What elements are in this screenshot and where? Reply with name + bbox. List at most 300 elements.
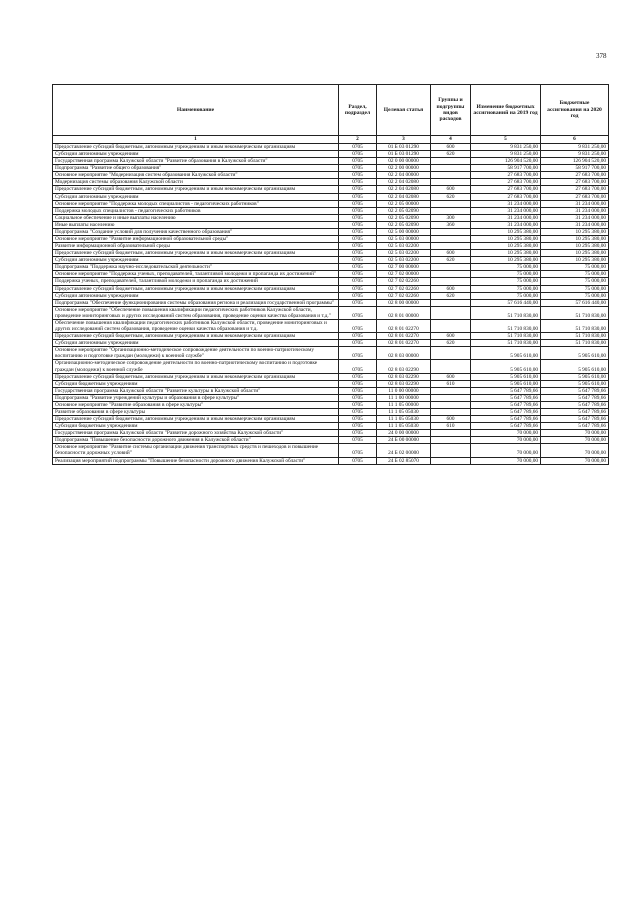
cell-amount-2019: 10 295 380,00 bbox=[471, 243, 541, 250]
table-row bbox=[53, 347, 609, 360]
cell-name: Государственная программа Калужской области "Развитие дорожного хозяйства Калужской области" bbox=[53, 430, 339, 437]
cell-name: Основное мероприятие "Обеспечение повышения квалификации педагогических работников Калужской области, проведение мониторинговых и других исследований систем образования, проведение оценки качества образования и т.д." bbox=[53, 306, 339, 319]
cell-target: 02 2 00 00000 bbox=[377, 165, 431, 172]
cell-amount-2020: 5 647 789,66 bbox=[541, 387, 609, 394]
cell-amount-2020: 75 000,00 bbox=[541, 278, 609, 285]
cell-section: 0705 bbox=[339, 158, 377, 165]
cell-group bbox=[431, 158, 471, 165]
cell-amount-2019: 10 295 380,00 bbox=[471, 257, 541, 264]
cell-section: 0705 bbox=[339, 250, 377, 257]
cell-section: 0705 bbox=[339, 144, 377, 151]
table-row bbox=[53, 264, 609, 271]
cell-name: Субсидии автономным учреждениям bbox=[53, 151, 339, 158]
cell-amount-2019: 75 000,00 bbox=[471, 285, 541, 292]
cell-target: 02 8 03 02290 bbox=[377, 380, 431, 387]
cell-target: 02 7 00 00000 bbox=[377, 264, 431, 271]
table-row bbox=[53, 292, 609, 299]
cell-amount-2019: 31 234 000,00 bbox=[471, 200, 541, 207]
table-row bbox=[53, 360, 609, 373]
cell-target: 02 8 01 02270 bbox=[377, 319, 431, 332]
column-number: 1 bbox=[53, 136, 339, 144]
cell-target: 02 5 03 00000 bbox=[377, 236, 431, 243]
cell-section: 0705 bbox=[339, 165, 377, 172]
cell-amount-2020: 27 683 700,00 bbox=[541, 172, 609, 179]
column-number: 2 bbox=[339, 136, 377, 144]
cell-name: Государственная программа Калужской области "Развитие культуры в Калужской области" bbox=[53, 387, 339, 394]
cell-target: 02 2 04 02080 bbox=[377, 186, 431, 193]
cell-name: Основное мероприятие "Развитие системы организации движения транспортных средств и пешеходов и повышение безопасности дорожных условий" bbox=[53, 444, 339, 457]
cell-amount-2019: 57 616 440,00 bbox=[471, 299, 541, 306]
cell-target: 11 1 00 00000 bbox=[377, 394, 431, 401]
cell-amount-2020: 75 000,00 bbox=[541, 264, 609, 271]
cell-amount-2019: 5 905 610,00 bbox=[471, 380, 541, 387]
cell-group bbox=[431, 179, 471, 186]
cell-group: 610 bbox=[431, 423, 471, 430]
cell-amount-2020: 75 000,00 bbox=[541, 285, 609, 292]
cell-name: Субсидии бюджетным учреждениям bbox=[53, 380, 339, 387]
column-number: 3 bbox=[377, 136, 431, 144]
cell-amount-2020: 31 234 000,00 bbox=[541, 200, 609, 207]
cell-section: 0705 bbox=[339, 373, 377, 380]
cell-target: 24 Б 02 85070 bbox=[377, 457, 431, 464]
cell-amount-2020: 10 295 380,00 bbox=[541, 243, 609, 250]
cell-target: 02 5 03 02200 bbox=[377, 250, 431, 257]
cell-section: 0705 bbox=[339, 394, 377, 401]
cell-section: 0705 bbox=[339, 271, 377, 278]
cell-amount-2019: 9 831 250,00 bbox=[471, 144, 541, 151]
cell-group: 300 bbox=[431, 214, 471, 221]
cell-target: 02 8 00 00000 bbox=[377, 299, 431, 306]
cell-amount-2019: 51 710 830,00 bbox=[471, 319, 541, 332]
table-row bbox=[53, 457, 609, 464]
cell-amount-2020: 31 234 000,00 bbox=[541, 221, 609, 228]
cell-name: Предоставление субсидий бюджетным, автономным учреждениям и иным некоммерческим организациям bbox=[53, 373, 339, 380]
cell-group: 600 bbox=[431, 285, 471, 292]
cell-amount-2019: 70 000,00 bbox=[471, 457, 541, 464]
cell-target: 02 8 03 02290 bbox=[377, 360, 431, 373]
cell-amount-2019: 70 000,00 bbox=[471, 437, 541, 444]
cell-group bbox=[431, 278, 471, 285]
cell-section: 0705 bbox=[339, 340, 377, 347]
cell-name: Субсидии автономным учреждениям bbox=[53, 193, 339, 200]
cell-amount-2019: 5 905 610,00 bbox=[471, 360, 541, 373]
cell-name: Субсидии бюджетным учреждениям bbox=[53, 423, 339, 430]
cell-amount-2019: 58 917 700,00 bbox=[471, 165, 541, 172]
column-number: 4 bbox=[431, 136, 471, 144]
cell-section: 0705 bbox=[339, 214, 377, 221]
cell-amount-2020: 51 710 830,00 bbox=[541, 333, 609, 340]
cell-amount-2019: 27 683 700,00 bbox=[471, 172, 541, 179]
cell-amount-2020: 70 000,00 bbox=[541, 430, 609, 437]
cell-amount-2019: 75 000,00 bbox=[471, 264, 541, 271]
cell-target: 02 2 04 00000 bbox=[377, 172, 431, 179]
table-row bbox=[53, 250, 609, 257]
cell-name: Основное мероприятие "Организационно-методическое сопровождение деятельности по военно-патриотическому воспитанию и подготовке граждан (молодежи) к военной службе" bbox=[53, 347, 339, 360]
cell-name: Подпрограмма "Развитие учреждений культуры и образования в сфере культуры" bbox=[53, 394, 339, 401]
cell-group bbox=[431, 243, 471, 250]
table-row bbox=[53, 319, 609, 332]
table-body bbox=[53, 136, 609, 465]
cell-target: 01 Б 03 01290 bbox=[377, 151, 431, 158]
cell-amount-2019: 5 647 789,66 bbox=[471, 394, 541, 401]
table-row bbox=[53, 333, 609, 340]
cell-group bbox=[431, 236, 471, 243]
cell-target: 02 5 00 00000 bbox=[377, 228, 431, 235]
cell-target: 02 2 05 02090 bbox=[377, 221, 431, 228]
table-row bbox=[53, 151, 609, 158]
cell-name: Основное мероприятие "Поддержка молодых специалистов - педагогических работников" bbox=[53, 200, 339, 207]
cell-name: Подпрограмма "Создание условий для получения качественного образования" bbox=[53, 228, 339, 235]
cell-group: 620 bbox=[431, 340, 471, 347]
cell-section: 0705 bbox=[339, 430, 377, 437]
cell-group: 620 bbox=[431, 292, 471, 299]
cell-target: 02 7 02 02260 bbox=[377, 292, 431, 299]
cell-section: 0705 bbox=[339, 257, 377, 264]
cell-group: 600 bbox=[431, 144, 471, 151]
cell-name: Обеспечение повышения квалификации педагогических работников Калужской области, проведение мониторинговых и других исследований систем образования, проведение оценки качества образования и т.д. bbox=[53, 319, 339, 332]
cell-section: 0705 bbox=[339, 243, 377, 250]
cell-group bbox=[431, 430, 471, 437]
table-row bbox=[53, 257, 609, 264]
cell-name: Подпрограмма "Повышение безопасности дорожного движения в Калужской области" bbox=[53, 437, 339, 444]
table-row bbox=[53, 401, 609, 408]
cell-amount-2020: 9 831 250,00 bbox=[541, 144, 609, 151]
cell-amount-2020: 31 234 000,00 bbox=[541, 214, 609, 221]
cell-amount-2020: 10 295 380,00 bbox=[541, 236, 609, 243]
cell-amount-2020: 5 647 789,66 bbox=[541, 394, 609, 401]
cell-target: 24 Б 02 00000 bbox=[377, 444, 431, 457]
table-row bbox=[53, 394, 609, 401]
header-target: Целевая статья bbox=[377, 85, 431, 136]
table-row bbox=[53, 200, 609, 207]
cell-section: 0705 bbox=[339, 207, 377, 214]
cell-group: 610 bbox=[431, 380, 471, 387]
cell-amount-2020: 5 905 610,00 bbox=[541, 380, 609, 387]
cell-amount-2020: 10 295 380,00 bbox=[541, 257, 609, 264]
cell-name: Организационно-методическое сопровождение деятельности по военно-патриотическому воспитанию и подготовке граждан (молодежи) к военной службе bbox=[53, 360, 339, 373]
cell-amount-2019: 31 234 000,00 bbox=[471, 221, 541, 228]
budget-table bbox=[52, 84, 609, 465]
cell-section: 0705 bbox=[339, 416, 377, 423]
cell-group: 600 bbox=[431, 333, 471, 340]
cell-group: 620 bbox=[431, 151, 471, 158]
cell-amount-2019: 51 710 830,00 bbox=[471, 340, 541, 347]
cell-group: 600 bbox=[431, 250, 471, 257]
table-row bbox=[53, 243, 609, 250]
cell-section: 0705 bbox=[339, 186, 377, 193]
cell-amount-2019: 70 000,00 bbox=[471, 430, 541, 437]
cell-name: Предоставление субсидий бюджетным, автономным учреждениям и иным некоммерческим организациям bbox=[53, 416, 339, 423]
cell-section: 0705 bbox=[339, 333, 377, 340]
header-name: Наименование bbox=[53, 85, 339, 136]
table-header bbox=[53, 85, 609, 136]
cell-amount-2019: 5 905 610,00 bbox=[471, 347, 541, 360]
cell-amount-2020: 70 000,00 bbox=[541, 437, 609, 444]
cell-amount-2019: 27 683 700,00 bbox=[471, 179, 541, 186]
cell-group bbox=[431, 207, 471, 214]
cell-section: 0705 bbox=[339, 423, 377, 430]
table-row bbox=[53, 165, 609, 172]
cell-amount-2020: 126 904 520,00 bbox=[541, 158, 609, 165]
cell-name: Модернизация системы образования Калужской области bbox=[53, 179, 339, 186]
cell-target: 02 8 01 02270 bbox=[377, 340, 431, 347]
cell-target: 02 2 05 02090 bbox=[377, 214, 431, 221]
cell-group bbox=[431, 444, 471, 457]
cell-amount-2020: 5 905 610,00 bbox=[541, 347, 609, 360]
cell-section: 0705 bbox=[339, 444, 377, 457]
cell-amount-2019: 5 647 789,66 bbox=[471, 423, 541, 430]
cell-section: 0705 bbox=[339, 437, 377, 444]
cell-target: 02 5 03 02200 bbox=[377, 257, 431, 264]
cell-target: 02 2 05 02090 bbox=[377, 207, 431, 214]
table-row bbox=[53, 278, 609, 285]
cell-amount-2019: 75 000,00 bbox=[471, 271, 541, 278]
cell-amount-2020: 70 000,00 bbox=[541, 444, 609, 457]
cell-amount-2020: 27 683 700,00 bbox=[541, 193, 609, 200]
table-row bbox=[53, 214, 609, 221]
cell-amount-2020: 5 647 789,66 bbox=[541, 408, 609, 415]
cell-section: 0705 bbox=[339, 408, 377, 415]
cell-amount-2020: 27 683 700,00 bbox=[541, 186, 609, 193]
cell-amount-2020: 51 710 830,00 bbox=[541, 306, 609, 319]
cell-name: Основное мероприятие "Модернизация систем образования Калужской области" bbox=[53, 172, 339, 179]
cell-target: 01 Б 03 01290 bbox=[377, 144, 431, 151]
table-row bbox=[53, 144, 609, 151]
cell-group bbox=[431, 394, 471, 401]
cell-section: 0705 bbox=[339, 200, 377, 207]
cell-group bbox=[431, 347, 471, 360]
cell-amount-2019: 70 000,00 bbox=[471, 444, 541, 457]
cell-section: 0705 bbox=[339, 347, 377, 360]
table-row bbox=[53, 416, 609, 423]
cell-group bbox=[431, 387, 471, 394]
cell-group bbox=[431, 165, 471, 172]
cell-amount-2019: 126 904 520,00 bbox=[471, 158, 541, 165]
page-number: 378 bbox=[596, 52, 607, 60]
table-row bbox=[53, 340, 609, 347]
table-row bbox=[53, 172, 609, 179]
cell-name: Развитие образования в сфере культуры bbox=[53, 408, 339, 415]
cell-amount-2019: 27 683 700,00 bbox=[471, 193, 541, 200]
cell-amount-2020: 10 295 380,00 bbox=[541, 250, 609, 257]
table-row bbox=[53, 228, 609, 235]
cell-group bbox=[431, 172, 471, 179]
table-row bbox=[53, 207, 609, 214]
cell-target: 11 0 00 00000 bbox=[377, 387, 431, 394]
cell-target: 02 7 02 02260 bbox=[377, 285, 431, 292]
cell-section: 0705 bbox=[339, 179, 377, 186]
cell-target: 02 2 04 02080 bbox=[377, 193, 431, 200]
cell-amount-2019: 9 831 250,00 bbox=[471, 151, 541, 158]
cell-section: 0705 bbox=[339, 360, 377, 373]
cell-group bbox=[431, 299, 471, 306]
cell-target: 11 1 05 05030 bbox=[377, 416, 431, 423]
cell-section: 0705 bbox=[339, 193, 377, 200]
cell-name: Предоставление субсидий бюджетным, автономным учреждениям и иным некоммерческим организациям bbox=[53, 186, 339, 193]
cell-section: 0705 bbox=[339, 264, 377, 271]
cell-name: Предоставление субсидий бюджетным, автономным учреждениям и иным некоммерческим организациям bbox=[53, 144, 339, 151]
cell-amount-2020: 5 647 789,66 bbox=[541, 401, 609, 408]
cell-amount-2020: 57 616 440,00 bbox=[541, 299, 609, 306]
cell-target: 24 Б 00 00000 bbox=[377, 437, 431, 444]
table-row bbox=[53, 437, 609, 444]
cell-name: Предоставление субсидий бюджетным, автономным учреждениям и иным некоммерческим организациям bbox=[53, 333, 339, 340]
cell-amount-2020: 5 647 789,66 bbox=[541, 423, 609, 430]
cell-target: 24 0 00 00000 bbox=[377, 430, 431, 437]
cell-amount-2019: 75 000,00 bbox=[471, 292, 541, 299]
cell-group: 600 bbox=[431, 186, 471, 193]
table-row bbox=[53, 299, 609, 306]
column-numbers-row bbox=[53, 136, 609, 144]
cell-amount-2019: 51 710 830,00 bbox=[471, 333, 541, 340]
cell-amount-2020: 31 234 000,00 bbox=[541, 207, 609, 214]
cell-amount-2019: 27 683 700,00 bbox=[471, 186, 541, 193]
table-row bbox=[53, 373, 609, 380]
cell-amount-2019: 31 234 000,00 bbox=[471, 214, 541, 221]
table-row bbox=[53, 285, 609, 292]
cell-amount-2020: 51 710 830,00 bbox=[541, 319, 609, 332]
cell-amount-2019: 5 647 789,66 bbox=[471, 387, 541, 394]
cell-name: Реализация мероприятий подпрограммы "Повышение безопасности дорожного движения Калужской области" bbox=[53, 457, 339, 464]
cell-section: 0705 bbox=[339, 387, 377, 394]
cell-name: Субсидии автономным учреждениям bbox=[53, 257, 339, 264]
cell-group bbox=[431, 401, 471, 408]
cell-target: 02 5 03 02200 bbox=[377, 243, 431, 250]
cell-amount-2019: 51 710 830,00 bbox=[471, 306, 541, 319]
table-row bbox=[53, 236, 609, 243]
cell-name: Развитие информационной образовательной среды bbox=[53, 243, 339, 250]
cell-name: Поддержка ученых, преподавателей, талантливой молодежи и пропаганда их достижений bbox=[53, 278, 339, 285]
cell-amount-2020: 9 831 250,00 bbox=[541, 151, 609, 158]
cell-target: 02 0 00 00000 bbox=[377, 158, 431, 165]
table-row bbox=[53, 158, 609, 165]
table-row bbox=[53, 387, 609, 394]
cell-amount-2019: 10 295 380,00 bbox=[471, 228, 541, 235]
cell-amount-2019: 10 295 380,00 bbox=[471, 236, 541, 243]
cell-name: Субсидии автономным учреждениям bbox=[53, 292, 339, 299]
cell-name: Подпрограмма "Обеспечение функционирования системы образования региона и реализация государственной программы" bbox=[53, 299, 339, 306]
table-row bbox=[53, 430, 609, 437]
cell-amount-2019: 75 000,00 bbox=[471, 278, 541, 285]
cell-section: 0705 bbox=[339, 151, 377, 158]
cell-target: 11 1 05 05030 bbox=[377, 423, 431, 430]
cell-target: 11 1 05 00000 bbox=[377, 401, 431, 408]
header-amount-2019: Изменение бюджетных ассигнований на 2019 год bbox=[471, 85, 541, 136]
cell-amount-2020: 75 000,00 bbox=[541, 271, 609, 278]
cell-group bbox=[431, 228, 471, 235]
cell-target: 02 8 03 00000 bbox=[377, 347, 431, 360]
cell-amount-2019: 5 647 789,66 bbox=[471, 408, 541, 415]
cell-amount-2020: 5 905 610,00 bbox=[541, 360, 609, 373]
header-group: Группы и подгруппы видов расходов bbox=[431, 85, 471, 136]
cell-group bbox=[431, 271, 471, 278]
table-row bbox=[53, 179, 609, 186]
cell-group bbox=[431, 408, 471, 415]
cell-target: 02 7 02 02260 bbox=[377, 278, 431, 285]
cell-name: Основное мероприятие "Развитие информационной образовательной среды" bbox=[53, 236, 339, 243]
cell-amount-2020: 5 647 789,66 bbox=[541, 416, 609, 423]
column-number: 6 bbox=[541, 136, 609, 144]
cell-group: 620 bbox=[431, 193, 471, 200]
table-row bbox=[53, 306, 609, 319]
cell-name: Подпрограмма "Развитие общего образования" bbox=[53, 165, 339, 172]
cell-section: 0705 bbox=[339, 292, 377, 299]
table-row bbox=[53, 221, 609, 228]
cell-name: Государственная программа Калужской области "Развитие образования в Калужской области" bbox=[53, 158, 339, 165]
cell-group: 620 bbox=[431, 257, 471, 264]
cell-group: 600 bbox=[431, 373, 471, 380]
cell-amount-2020: 10 295 380,00 bbox=[541, 228, 609, 235]
cell-amount-2020: 27 683 700,00 bbox=[541, 179, 609, 186]
cell-amount-2019: 10 295 380,00 bbox=[471, 250, 541, 257]
cell-section: 0705 bbox=[339, 236, 377, 243]
cell-section: 0705 bbox=[339, 380, 377, 387]
cell-name: Основное мероприятие "Поддержка ученых, преподавателей, талантливой молодежи и пропаганда их достижений" bbox=[53, 271, 339, 278]
cell-section: 0705 bbox=[339, 221, 377, 228]
cell-amount-2019: 5 905 610,00 bbox=[471, 373, 541, 380]
cell-group bbox=[431, 457, 471, 464]
cell-group bbox=[431, 319, 471, 332]
table-row bbox=[53, 193, 609, 200]
cell-group bbox=[431, 200, 471, 207]
table-row bbox=[53, 271, 609, 278]
cell-target: 02 8 01 00000 bbox=[377, 306, 431, 319]
cell-amount-2020: 51 710 830,00 bbox=[541, 340, 609, 347]
cell-amount-2020: 70 000,00 bbox=[541, 457, 609, 464]
cell-name: Основное мероприятие "Развитие образования в сфере культуры" bbox=[53, 401, 339, 408]
cell-section: 0705 bbox=[339, 299, 377, 306]
cell-section: 0705 bbox=[339, 278, 377, 285]
table-row bbox=[53, 186, 609, 193]
cell-name: Предоставление субсидий бюджетным, автономным учреждениям и иным некоммерческим организациям bbox=[53, 285, 339, 292]
cell-group bbox=[431, 264, 471, 271]
column-number: 5 bbox=[471, 136, 541, 144]
cell-group bbox=[431, 306, 471, 319]
cell-name: Иные выплаты населению bbox=[53, 221, 339, 228]
cell-name: Субсидии автономным учреждениям bbox=[53, 340, 339, 347]
cell-amount-2019: 5 647 789,66 bbox=[471, 401, 541, 408]
cell-target: 11 1 05 05030 bbox=[377, 408, 431, 415]
cell-name: Поддержка молодых специалистов - педагогических работников bbox=[53, 207, 339, 214]
cell-section: 0705 bbox=[339, 401, 377, 408]
cell-amount-2019: 31 234 000,00 bbox=[471, 207, 541, 214]
cell-target: 02 8 03 02290 bbox=[377, 373, 431, 380]
table-row bbox=[53, 408, 609, 415]
cell-target: 02 7 02 00000 bbox=[377, 271, 431, 278]
cell-group: 360 bbox=[431, 221, 471, 228]
table-row bbox=[53, 380, 609, 387]
table-row bbox=[53, 444, 609, 457]
cell-group bbox=[431, 437, 471, 444]
cell-name: Подпрограмма "Поддержка научно-исследовательской деятельности" bbox=[53, 264, 339, 271]
cell-amount-2020: 58 917 700,00 bbox=[541, 165, 609, 172]
cell-target: 02 2 05 00000 bbox=[377, 200, 431, 207]
cell-target: 02 8 01 02270 bbox=[377, 333, 431, 340]
cell-group: 600 bbox=[431, 416, 471, 423]
cell-target: 02 2 04 02080 bbox=[377, 179, 431, 186]
header-amount-2020: Бюджетные ассигнования на 2020 год bbox=[541, 85, 609, 136]
cell-section: 0705 bbox=[339, 319, 377, 332]
header-section: Раздел, подраздел bbox=[339, 85, 377, 136]
cell-section: 0705 bbox=[339, 172, 377, 179]
cell-amount-2020: 5 905 610,00 bbox=[541, 373, 609, 380]
cell-section: 0705 bbox=[339, 306, 377, 319]
cell-name: Предоставление субсидий бюджетным, автономным учреждениям и иным некоммерческим организациям bbox=[53, 250, 339, 257]
table-row bbox=[53, 423, 609, 430]
cell-section: 0705 bbox=[339, 228, 377, 235]
cell-section: 0705 bbox=[339, 285, 377, 292]
cell-section: 0705 bbox=[339, 457, 377, 464]
